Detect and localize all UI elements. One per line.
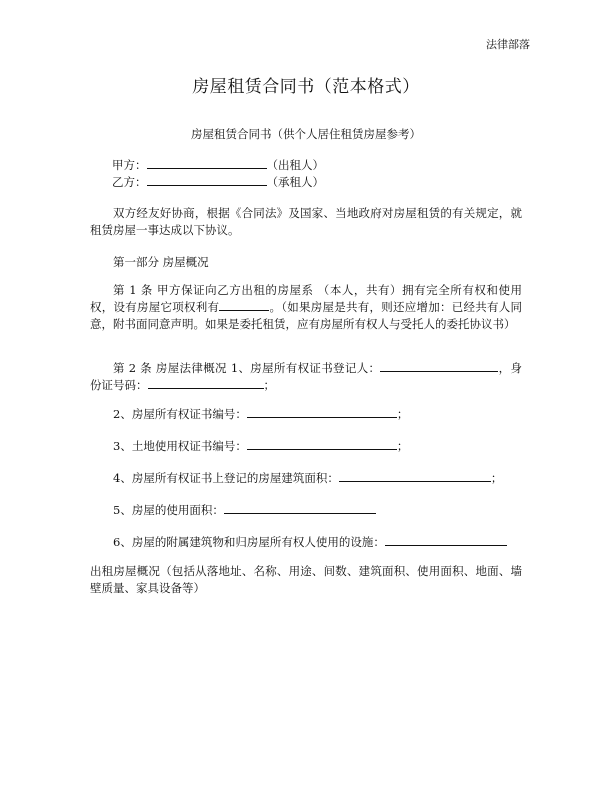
id-number-blank	[148, 377, 264, 389]
item2-end: ；	[396, 407, 409, 421]
item5-label: 5、房屋的使用面积：	[113, 503, 224, 517]
article1-text-end: 。（如果房屋是共有，则还应增加：已经共有人同意，附书面同意声明。如果是委托租赁，应有房屋所有权人与受托人的委托协议书）	[90, 300, 522, 331]
item5-paragraph	[90, 502, 522, 519]
item5-blank	[224, 502, 376, 514]
item3-label: 3、土地使用权证书编号：	[113, 439, 247, 453]
article2-paragraph	[90, 360, 522, 394]
item2-blank	[247, 406, 397, 418]
party-b-line	[112, 174, 324, 190]
article2-text-start: 第 2 条 房屋法律概况 1、房屋所有权证书登记人：	[113, 361, 381, 375]
party-a-blank	[147, 157, 267, 169]
article1-blank	[219, 299, 269, 311]
agreement-paragraph: 双方经友好协商，根据《合同法》及国家、当地政府对房屋租赁的有关规定，就租赁房屋一事达成以下协议。	[90, 206, 522, 237]
article2-end: ；	[263, 378, 275, 392]
item3-end: ；	[396, 439, 409, 453]
item3-paragraph	[90, 438, 522, 455]
article2-id-label: ，身份证号码：	[90, 361, 522, 392]
article1-text-start: 第 1 条 甲方保证向乙方出租的房屋系 （本人，共有）拥有完全所有权和使用权，设有房屋它项权利有	[90, 283, 522, 314]
registrant-blank	[380, 360, 498, 372]
overview-paragraph: 出租房屋概况（包括从落地址、名称、用途、间数、建筑面积、使用面积、地面、墙壁质量、家具设备等）	[90, 564, 522, 595]
article1-paragraph	[90, 282, 522, 333]
document-title: 房屋租赁合同书（范本格式）	[192, 77, 420, 97]
party-a-line	[112, 157, 324, 173]
item6-blank	[385, 534, 507, 546]
party-a-role: （出租人）	[266, 158, 324, 172]
item2-paragraph	[90, 406, 522, 423]
party-b-blank	[147, 174, 267, 186]
item4-paragraph	[90, 470, 522, 487]
item3-blank	[247, 438, 397, 450]
item2-label: 2、房屋所有权证书编号：	[113, 407, 247, 421]
part1-heading: 第一部分 房屋概况	[113, 255, 209, 269]
header-brand: 法律部落	[486, 38, 530, 51]
item6-label: 6、房屋的附属建筑物和归房屋所有权人使用的设施：	[113, 535, 385, 549]
document-subtitle: 房屋租赁合同书（供个人居住租赁房屋参考）	[191, 127, 421, 141]
item6-paragraph	[90, 534, 522, 551]
party-b-role: （承租人）	[266, 175, 324, 189]
item4-blank	[339, 470, 491, 482]
item4-end: ；	[490, 471, 503, 485]
party-b-label: 乙方：	[112, 175, 147, 189]
item4-label: 4、房屋所有权证书上登记的房屋建筑面积：	[113, 471, 339, 485]
party-a-label: 甲方：	[112, 158, 147, 172]
